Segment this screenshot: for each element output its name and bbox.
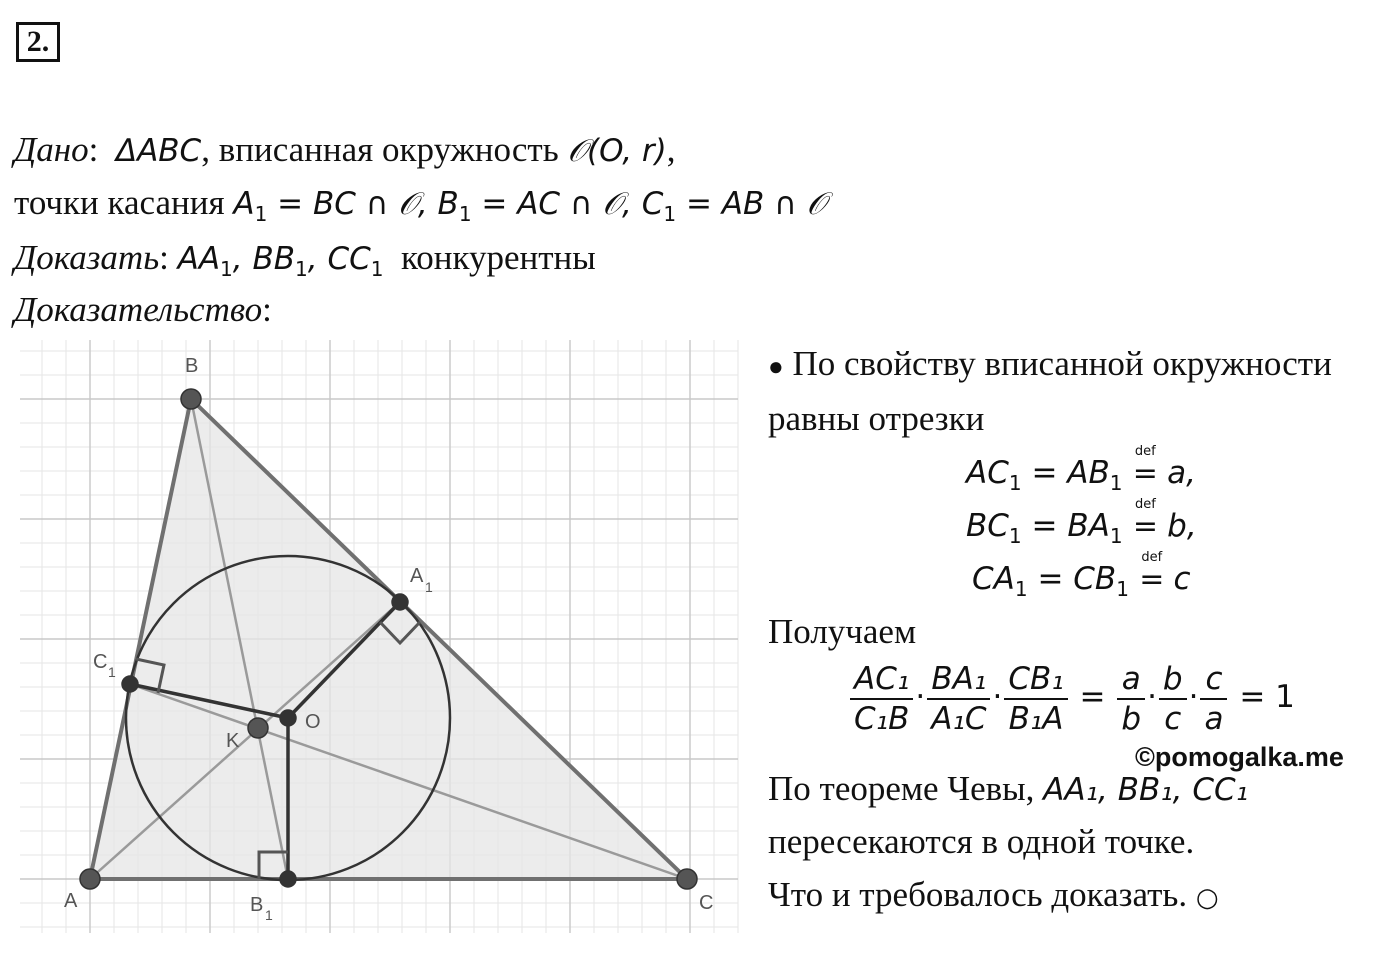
proof-text-1: По свойству вписанной окружности (792, 344, 1332, 383)
ceva-text: По теореме Чевы, (768, 769, 1035, 808)
label-c1: C (93, 651, 108, 673)
label-c1-sub: 1 (108, 664, 116, 680)
equality-3: $CA_1 = CB_1$ def = c (972, 550, 1191, 601)
qed-line (768, 875, 1219, 918)
prove-text: конкурентны (401, 238, 596, 277)
given-label: Дано (14, 130, 89, 169)
label-b1-sub: 1 (265, 907, 273, 923)
watermark: ©pomogalka.me (1135, 742, 1344, 772)
def-sign-3: def = (1139, 550, 1165, 597)
label-a: A (64, 890, 78, 912)
point-a1 (392, 594, 408, 610)
point-c1 (122, 676, 138, 692)
given-line-1: Дано: ΔABC, вписанная окружность 𝒪(O, r), (14, 130, 676, 169)
label-c: C (699, 892, 714, 914)
fraction-6: $\frac{c}{a}$ (1200, 662, 1227, 736)
equality-1: $AC_1 = AB_1$ def = a, (966, 444, 1196, 495)
def-sign-2: def = (1132, 497, 1158, 544)
problem-number: 2. (16, 22, 60, 62)
label-o: O (305, 711, 321, 733)
tangency-math: $A_1$ = BC ∩ 𝒪, $B_1$ = AC ∩ 𝒪, $C_1$ = AB ∩ 𝒪 (233, 186, 827, 226)
incircle-text: вписанная окружность (218, 130, 559, 169)
prove-math: $AA_1$, $BB_1$, $CC_1$ (177, 241, 384, 281)
equality-2: $BC_1 = BA_1$ def = b, (966, 497, 1197, 548)
point-a (80, 869, 100, 889)
label-b: B (185, 355, 199, 377)
label-b1: B (250, 894, 264, 916)
triangle-name: ΔABC (115, 133, 202, 169)
fraction-1: $\frac{\text{AC₁}}{\text{C₁B}}$ (850, 662, 913, 736)
tangency-text: точки касания (14, 183, 225, 222)
ratio-result: 1 (1275, 679, 1295, 716)
point-k (248, 718, 268, 738)
bullet: ● (768, 352, 784, 381)
point-b (181, 389, 201, 409)
fraction-4: $\frac{a}{b}$ (1117, 662, 1145, 736)
prove-line: Доказать: $AA_1$, $BB_1$, $CC_1$ конкурентны (14, 238, 596, 281)
get-line: Получаем (768, 612, 917, 651)
proof-line-1 (768, 344, 1332, 387)
label-a1-sub: 1 (425, 579, 433, 595)
prove-label: Доказать (14, 238, 160, 277)
point-b1 (280, 871, 296, 887)
label-k: K (226, 730, 240, 752)
ceva-line (768, 769, 1248, 810)
incircle-math: 𝒪(O, r) (567, 133, 667, 169)
qed-text: Что и требовалось доказать. (768, 875, 1188, 914)
proof-label-line: Доказательство: (14, 290, 272, 329)
qed-mark: ○ (1195, 883, 1219, 913)
fraction-3: $\frac{\text{CB₁}}{\text{B₁A}}$ (1004, 662, 1067, 736)
def-sign-1: def = (1132, 444, 1158, 491)
label-a1: A (410, 565, 424, 587)
fraction-5: $\frac{b}{c}$ (1159, 662, 1187, 736)
ceva-math: AA₁, BB₁, CC₁ (1043, 772, 1249, 808)
ceva-product: $\frac{\text{AC₁}}{\text{C₁B}}$ · $\frac{\text{BA₁}}{\text{A₁C}}$ · $\frac{\text{CB₁}}{\text{B₁A}}$ = $\frac{a}{b}$ · $\frac{b}{c}$ · $\frac{c}{a}$ = 1 (848, 662, 1295, 736)
point-o (280, 710, 296, 726)
intersect-line: пересекаются в одной точке. (768, 822, 1195, 861)
point-c (677, 869, 697, 889)
proof-line-2: равны отрезки (768, 399, 985, 438)
fraction-2: $\frac{\text{BA₁}}{\text{A₁C}}$ (927, 662, 990, 736)
proof-label: Доказательство (14, 290, 263, 329)
